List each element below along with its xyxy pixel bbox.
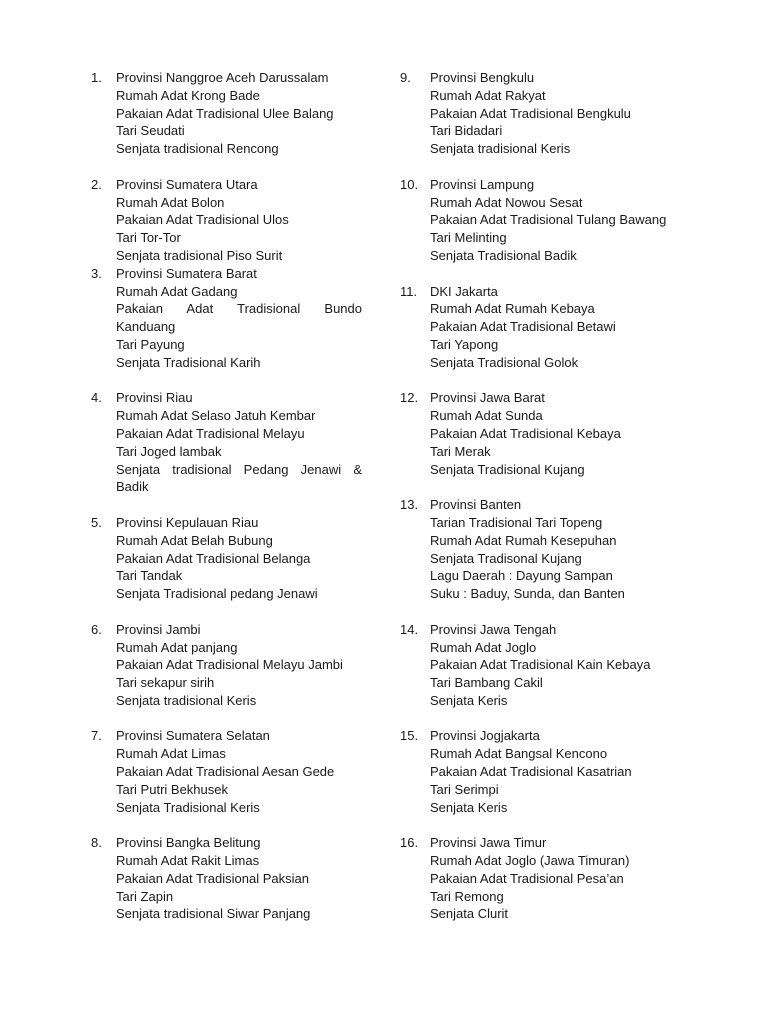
entry-detail: Rumah Adat Nowou Sesat xyxy=(430,194,583,210)
entry-detail: Senjata tradisional Keris xyxy=(116,692,257,708)
province-name: Provinsi Sumatera Selatan xyxy=(116,728,270,744)
entry-detail: Rumah Adat Selaso Jatuh Kembar xyxy=(116,408,316,424)
province-name: Provinsi Bengkulu xyxy=(430,70,535,85)
entry-detail: Pakaian Adat Tradisional Bundo Kanduang xyxy=(116,301,362,335)
entry-detail: Pakaian Adat Tradisional Ulee Balang xyxy=(116,105,334,121)
entry-detail: Senjata Tradisional Karih xyxy=(116,354,261,370)
entry-detail: Pakaian Adat Tradisional Belanga xyxy=(116,550,311,566)
entry-spacer xyxy=(400,158,676,176)
province-name: Provinsi Jawa Barat xyxy=(430,390,545,406)
entry-number: 16. xyxy=(400,835,419,851)
entry-spacer xyxy=(86,603,362,621)
entry-detail: Senjata Keris xyxy=(430,692,508,708)
entry-detail: Senjata tradisional Keris xyxy=(430,141,571,157)
entry-detail: Rumah Adat Joglo (Jawa Timuran) xyxy=(430,853,630,869)
province-entry xyxy=(86,727,362,816)
entry-number: 7. xyxy=(91,728,102,744)
province-entry xyxy=(400,727,676,816)
entry-spacer xyxy=(86,710,362,728)
province-name: Provinsi Banten xyxy=(430,497,522,513)
entry-spacer xyxy=(86,158,362,176)
entry-detail: Tari Tandak xyxy=(116,568,183,584)
entry-detail: Pakaian Adat Tradisional Kebaya xyxy=(430,425,621,441)
province-entry xyxy=(400,283,676,372)
entry-spacer xyxy=(400,478,676,496)
entry-detail: Rumah Adat Sunda xyxy=(430,408,543,424)
entry-detail: Tari Remong xyxy=(430,888,504,904)
entry-detail: Rumah Adat Limas xyxy=(116,746,226,762)
entry-detail: Senjata Tradisional Keris xyxy=(116,799,260,815)
entry-detail: Pakaian Adat Tradisional Ulos xyxy=(116,212,289,228)
entry-detail: Rumah Adat panjang xyxy=(116,639,238,655)
entry-detail: Senjata Keris xyxy=(430,799,508,815)
province-entry xyxy=(400,389,676,478)
entry-detail: Senjata Tradisional Kujang xyxy=(430,461,585,477)
entry-number: 13. xyxy=(400,497,419,513)
entry-detail: Tari Bidadari xyxy=(430,123,503,139)
entry-detail: Pakaian Adat Tradisional Kasatrian xyxy=(430,764,632,780)
entry-number: 2. xyxy=(91,176,102,192)
right-column xyxy=(400,69,676,923)
entry-detail: Pakaian Adat Tradisional Aesan Gede xyxy=(116,764,335,780)
province-entry xyxy=(86,834,362,923)
entry-detail: Rumah Adat Rakyat xyxy=(430,87,546,103)
entry-detail: Pakaian Adat Tradisional Tulang Bawang xyxy=(430,212,667,228)
entry-detail: Lagu Daerah : Dayung Sampan xyxy=(430,568,613,584)
entry-detail: Tari sekapur sirih xyxy=(116,675,215,691)
entry-detail: Rumah Adat Gadang xyxy=(116,283,238,299)
entry-detail: Senjata tradisional Pedang Jenawi & Badik xyxy=(116,461,362,495)
entry-detail: Senjata Tradisional pedang Jenawi xyxy=(116,586,318,602)
province-name: Provinsi Jawa Timur xyxy=(430,835,547,851)
province-name: Provinsi Nanggroe Aceh Darussalam xyxy=(116,70,329,85)
entry-number: 6. xyxy=(91,621,102,637)
province-name: Provinsi Riau xyxy=(116,390,193,406)
entry-detail: Senjata Tradisonal Kujang xyxy=(430,550,582,566)
entry-spacer xyxy=(400,710,676,728)
entry-detail: Tari Payung xyxy=(116,336,185,352)
province-entry xyxy=(86,176,362,265)
province-name: Provinsi Jawa Tengah xyxy=(430,621,557,637)
province-entry xyxy=(86,265,362,372)
entry-detail: Rumah Adat Belah Bubung xyxy=(116,532,273,548)
entry-spacer xyxy=(400,265,676,283)
province-name: Provinsi Jogjakarta xyxy=(430,728,540,744)
entry-detail: Tari Melinting xyxy=(430,230,507,246)
province-name: Provinsi Bangka Belitung xyxy=(116,835,261,851)
entry-number: 15. xyxy=(400,728,419,744)
province-name: Provinsi Kepulauan Riau xyxy=(116,514,259,530)
entry-detail: Senjata tradisional Siwar Panjang xyxy=(116,906,311,922)
entry-number: 4. xyxy=(91,390,102,406)
left-column xyxy=(86,69,362,923)
entry-detail: Rumah Adat Krong Bade xyxy=(116,87,260,103)
province-entry xyxy=(400,69,676,158)
entry-number: 8. xyxy=(91,835,102,851)
entry-detail: Tari Serimpi xyxy=(430,781,499,797)
province-entry xyxy=(400,496,676,603)
entry-detail: Suku : Baduy, Sunda, dan Banten xyxy=(430,586,625,602)
entry-detail: Rumah Adat Rumah Kesepuhan xyxy=(430,532,617,548)
entry-number: 9. xyxy=(400,70,411,85)
entry-detail: Tari Joged lambak xyxy=(116,443,222,459)
entry-detail: Rumah Adat Joglo xyxy=(430,639,537,655)
entry-detail: Senjata tradisional Rencong xyxy=(116,141,279,157)
entry-detail: Tari Seudati xyxy=(116,123,185,139)
entry-spacer xyxy=(400,372,676,390)
entry-detail: Tari Yapong xyxy=(430,336,499,352)
entry-number: 5. xyxy=(91,514,102,530)
province-entry xyxy=(86,69,362,158)
entry-detail: Senjata Clurit xyxy=(430,906,509,922)
province-entry xyxy=(400,176,676,265)
entry-detail: Tarian Tradisional Tari Topeng xyxy=(430,514,603,530)
entry-spacer xyxy=(86,816,362,834)
entry-detail: Rumah Adat Rakit Limas xyxy=(116,853,260,869)
entry-detail: Pakaian Adat Tradisional Melayu xyxy=(116,425,305,441)
province-entry xyxy=(400,834,676,923)
entry-number: 10. xyxy=(400,176,419,192)
entry-detail: Pakaian Adat Tradisional Paksian xyxy=(116,870,309,886)
entry-spacer xyxy=(86,496,362,514)
entry-detail: Senjata Tradisional Badik xyxy=(430,247,577,263)
province-name: Provinsi Sumatera Barat xyxy=(116,265,257,281)
entry-detail: Rumah Adat Bangsal Kencono xyxy=(430,746,608,762)
entry-detail: Tari Zapin xyxy=(116,888,174,904)
entry-detail: Pakaian Adat Tradisional Bengkulu xyxy=(430,105,631,121)
province-entry xyxy=(86,389,362,496)
entry-detail: Tari Bambang Cakil xyxy=(430,675,543,691)
province-name: Provinsi Jambi xyxy=(116,621,201,637)
province-entry xyxy=(86,514,362,603)
entry-spacer xyxy=(400,603,676,621)
entry-detail: Tari Tor-Tor xyxy=(116,230,181,246)
entry-detail: Tari Merak xyxy=(430,443,491,459)
entry-detail: Rumah Adat Rumah Kebaya xyxy=(430,301,595,317)
entry-detail: Pakaian Adat Tradisional Melayu Jambi xyxy=(116,657,343,673)
province-entry xyxy=(86,621,362,710)
province-name: Provinsi Lampung xyxy=(430,176,535,192)
entry-detail: Pakaian Adat Tradisional Betawi xyxy=(430,319,616,335)
entry-number: 14. xyxy=(400,621,419,637)
entry-spacer xyxy=(86,372,362,390)
province-name: DKI Jakarta xyxy=(430,283,498,299)
province-entry xyxy=(400,621,676,710)
entry-detail: Tari Putri Bekhusek xyxy=(116,781,228,797)
entry-detail: Pakaian Adat Tradisional Kain Kebaya xyxy=(430,657,651,673)
entry-number: 1. xyxy=(91,70,102,85)
entry-detail: Pakaian Adat Tradisional Pesa’an xyxy=(430,870,624,886)
entry-number: 3. xyxy=(91,265,102,281)
entry-number: 12. xyxy=(400,390,419,406)
entry-detail: Senjata Tradisional Golok xyxy=(430,354,579,370)
entry-spacer xyxy=(400,816,676,834)
entry-detail: Senjata tradisional Piso Surit xyxy=(116,247,283,263)
entry-number: 11. xyxy=(400,283,418,299)
province-name: Provinsi Sumatera Utara xyxy=(116,176,258,192)
entry-detail: Rumah Adat Bolon xyxy=(116,194,225,210)
